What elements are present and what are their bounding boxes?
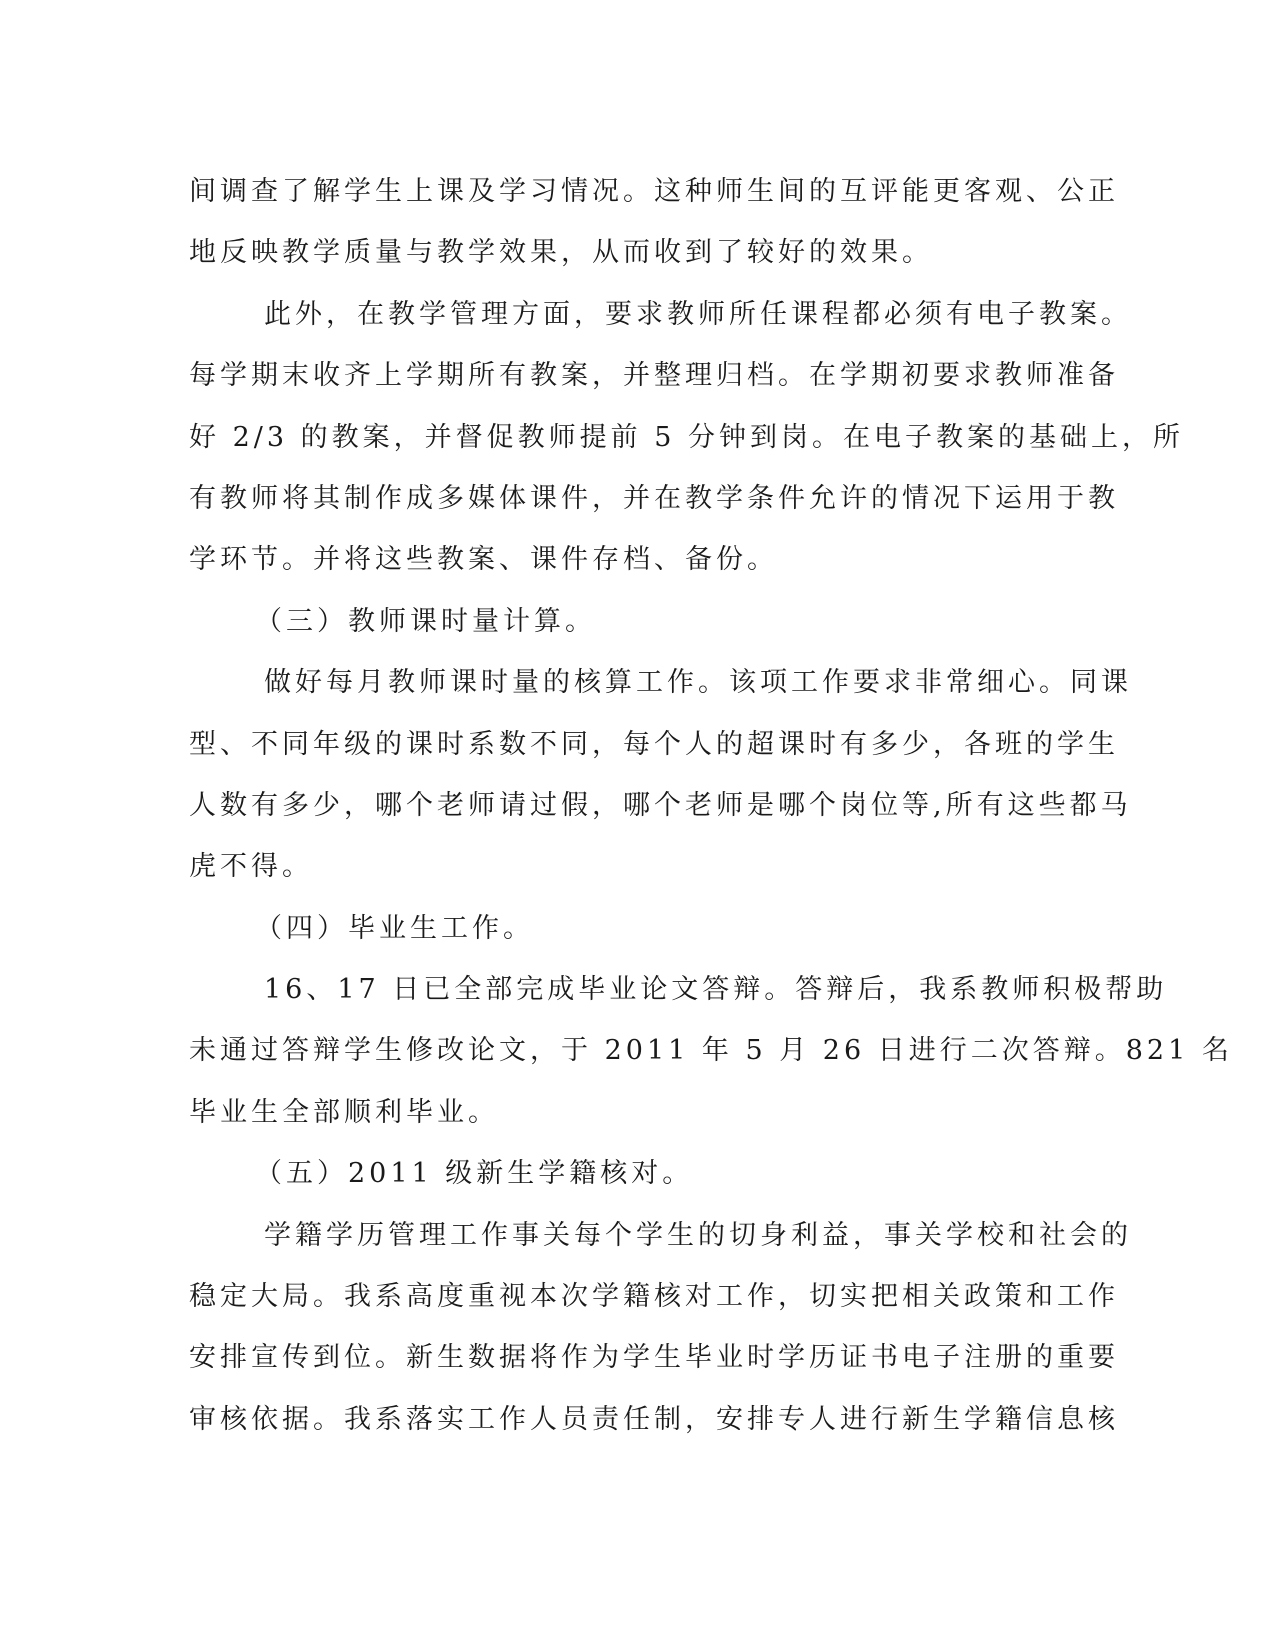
text-line: 好 2/3 的教案，并督促教师提前 5 分钟到岗。在电子教案的基础上，所 xyxy=(189,421,1184,453)
text-line: 人数有多少，哪个老师请过假，哪个老师是哪个岗位等,所有这些都马 xyxy=(189,789,1132,821)
text-line: 地反映教学质量与教学效果，从而收到了较好的效果。 xyxy=(189,237,933,269)
text-line: 安排宣传到位。新生数据将作为学生毕业时学历证书电子注册的重要 xyxy=(189,1342,1119,1374)
paragraph-first-line: 此外，在教学管理方面，要求教师所任课程都必须有电子教案。 xyxy=(264,298,1132,330)
text-line: 学环节。并将这些教案、课件存档、备份。 xyxy=(189,544,778,576)
text-line: 虎不得。 xyxy=(189,851,313,883)
section-heading: （三）教师课时量计算。 xyxy=(255,605,596,637)
text-line: 稳定大局。我系高度重视本次学籍核对工作，切实把相关政策和工作 xyxy=(189,1281,1119,1313)
paragraph-first-line: 16、17 日已全部完成毕业论文答辩。答辩后，我系教师积极帮助 xyxy=(264,974,1168,1006)
paragraph-first-line: 学籍学历管理工作事关每个学生的切身利益，事关学校和社会的 xyxy=(264,1219,1132,1251)
section-heading: （四）毕业生工作。 xyxy=(255,912,534,944)
section-heading: （五）2011 级新生学籍核对。 xyxy=(255,1158,694,1190)
paragraph-first-line: 做好每月教师课时量的核算工作。该项工作要求非常细心。同课 xyxy=(264,667,1132,699)
text-line: 审核依据。我系落实工作人员责任制，安排专人进行新生学籍信息核 xyxy=(189,1403,1119,1435)
text-line: 未通过答辩学生修改论文，于 2011 年 5 月 26 日进行二次答辩。821 名 xyxy=(189,1035,1233,1067)
document-body xyxy=(189,161,1233,1450)
text-line: 有教师将其制作成多媒体课件，并在教学条件允许的情况下运用于教 xyxy=(189,482,1119,514)
text-line: 型、不同年级的课时系数不同，每个人的超课时有多少，各班的学生 xyxy=(189,728,1119,760)
text-line: 毕业生全部顺利毕业。 xyxy=(189,1096,499,1128)
text-line: 每学期末收齐上学期所有教案，并整理归档。在学期初要求教师准备 xyxy=(189,360,1119,392)
text-line: 间调查了解学生上课及学习情况。这种师生间的互评能更客观、公正 xyxy=(189,176,1119,207)
